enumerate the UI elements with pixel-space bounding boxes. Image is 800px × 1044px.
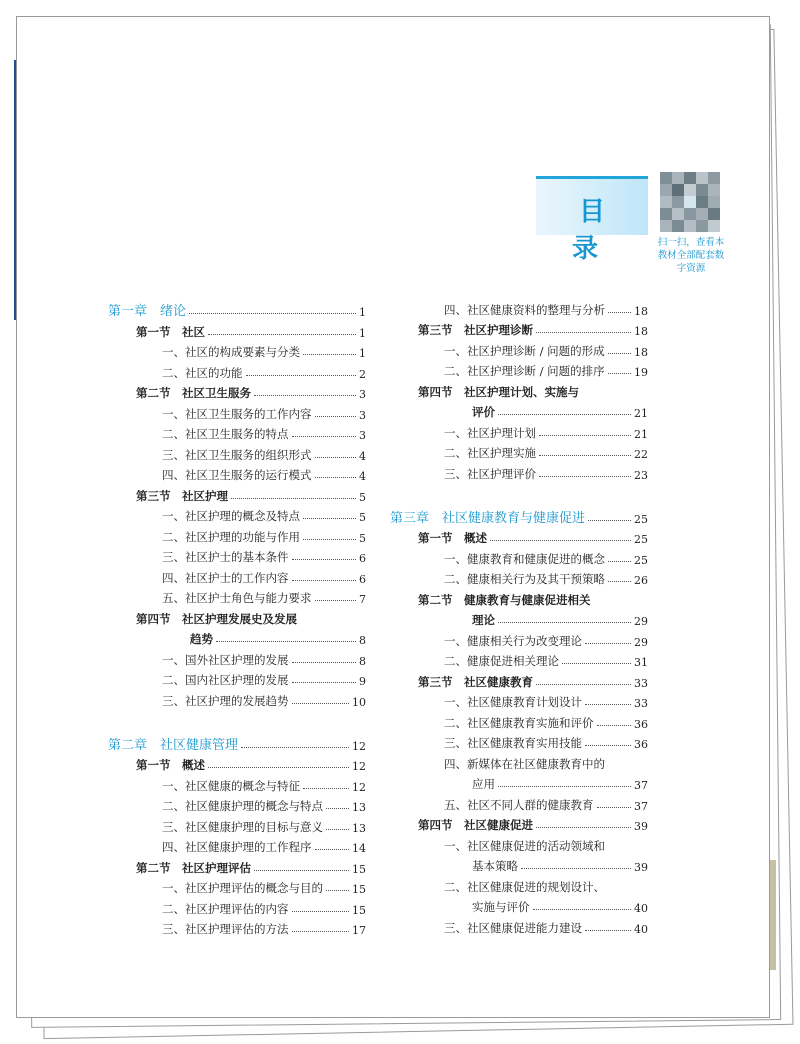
toc-entry-label: 第二节 社区护理评估 [136, 860, 251, 875]
qr-cell [708, 184, 720, 196]
toc-item[interactable] [390, 649, 648, 670]
toc-leader-dots [216, 641, 356, 642]
toc-item[interactable] [108, 876, 366, 897]
toc-page-number: 6 [359, 552, 366, 565]
toc-leader-dots [597, 725, 632, 726]
toc-page-number: 21 [634, 427, 648, 441]
toc-entry-label: 三、社区护士的基本条件 [162, 550, 289, 564]
toc-page-number: 31 [634, 656, 648, 669]
toc-section[interactable] [390, 379, 648, 400]
toc-page-number: 5 [359, 531, 366, 545]
toc-leader-dots [292, 703, 350, 704]
toc-entry-label: 一、社区护理诊断 / 问题的形成 [444, 343, 605, 358]
qr-cell [684, 196, 696, 208]
toc-page-number: 9 [359, 675, 366, 688]
toc-page-number: 33 [634, 697, 648, 710]
toc-leader-dots [597, 807, 632, 808]
toc-leader-dots [292, 662, 357, 663]
toc-title: 目 录 [571, 197, 619, 264]
toc-entry-label: 二、健康相关行为及其干预策略 [444, 572, 605, 586]
toc-entry-label: 四、社区健康资料的整理与分析 [444, 302, 605, 317]
toc-leader-dots [189, 313, 356, 314]
toc-leader-dots [315, 416, 357, 417]
toc-entry-label: 理论 [472, 613, 495, 627]
toc-leader-dots [539, 455, 631, 456]
toc-item[interactable] [108, 565, 366, 586]
toc-item[interactable] [390, 792, 648, 813]
toc-leader-dots [231, 498, 356, 499]
toc-column-left [108, 297, 366, 937]
toc-leader-dots [608, 373, 631, 374]
toc-item[interactable] [108, 835, 366, 856]
toc-leader-dots [585, 704, 631, 705]
toc-entry-label: 四、社区卫生服务的运行模式 [162, 468, 312, 482]
toc-item[interactable] [390, 874, 648, 895]
toc-entry-label: 五、社区不同人群的健康教育 [444, 797, 594, 812]
toc-leader-dots [208, 767, 349, 768]
toc-leader-dots [536, 332, 631, 333]
toc-leader-dots [292, 931, 350, 932]
toc-entry-label: 三、社区卫生服务的组织形式 [162, 447, 312, 462]
toc-entry-label: 三、社区护理的发展趋势 [162, 693, 289, 708]
toc-leader-dots [292, 559, 357, 560]
toc-entry-label: 一、社区健康促进的活动领域和 [444, 838, 605, 853]
toc-item[interactable] [108, 794, 366, 815]
toc-section[interactable] [108, 381, 366, 402]
toc-entry-label: 第一节 概述 [418, 531, 487, 545]
qr-cell [684, 220, 696, 232]
toc-leader-dots [539, 476, 631, 477]
toc-leader-dots [585, 930, 631, 931]
toc-page-number: 18 [634, 325, 648, 338]
toc-page-number: 15 [352, 883, 366, 896]
toc-page-number: 29 [634, 635, 648, 649]
toc-page-number: 18 [634, 345, 648, 359]
qr-cell [708, 172, 720, 184]
toc-entry-label: 第二节 健康教育与健康促进相关 [418, 592, 591, 607]
toc-item[interactable] [108, 647, 366, 668]
toc-entry-label: 一、社区健康教育计划设计 [444, 695, 582, 709]
toc-page-number: 13 [352, 801, 366, 814]
toc-leader-dots [326, 808, 349, 809]
toc-entry-label: 第一章 绪论 [108, 304, 187, 319]
toc-item[interactable] [390, 751, 648, 772]
toc-chapter[interactable] [108, 297, 366, 319]
toc-leader-dots [303, 354, 356, 355]
toc-leader-dots [490, 540, 631, 541]
toc-entry-label: 一、社区的构成要素与分类 [162, 345, 300, 359]
toc-leader-dots [521, 868, 631, 869]
toc-section[interactable] [390, 526, 648, 547]
toc-page-number: 29 [634, 615, 648, 628]
toc-page-number: 26 [634, 574, 648, 587]
toc-entry-label: 三、社区护理评价 [444, 466, 536, 481]
toc-page-number: 23 [634, 468, 648, 482]
toc-section[interactable] [108, 855, 366, 876]
qr-cell [672, 196, 684, 208]
toc-page-number: 1 [359, 306, 366, 319]
qr-cell [696, 208, 708, 220]
toc-page-number: 3 [359, 429, 366, 442]
toc-page-number: 14 [352, 842, 366, 855]
toc-entry-label: 趋势 [190, 632, 213, 646]
toc-page-number: 1 [359, 326, 366, 340]
toc-cont[interactable] [390, 895, 648, 916]
toc-page-number: 8 [359, 634, 366, 647]
toc-page-number: 8 [359, 654, 366, 668]
toc-item[interactable] [390, 690, 648, 711]
toc-leader-dots [246, 375, 357, 376]
toc-page-number: 33 [634, 676, 648, 690]
toc-page-number: 7 [359, 593, 366, 606]
toc-page-number: 25 [634, 512, 648, 526]
qr-cell [672, 208, 684, 220]
toc-entry-label: 二、社区护理诊断 / 问题的排序 [444, 364, 605, 378]
toc-entry-label: 三、社区健康护理的目标与意义 [162, 819, 323, 834]
toc-entry-label: 二、社区护理实施 [444, 446, 536, 460]
toc-cont[interactable] [390, 772, 648, 793]
toc-entry-label: 一、社区护理评估的概念与目的 [162, 881, 323, 895]
toc-entry-label: 第二节 社区卫生服务 [136, 386, 251, 400]
toc-page-number: 36 [634, 717, 648, 731]
toc-item[interactable] [108, 545, 366, 566]
toc-item[interactable] [390, 567, 648, 588]
toc-item[interactable] [390, 731, 648, 752]
toc-entry-label: 三、社区健康教育实用技能 [444, 736, 582, 750]
qr-cell [696, 184, 708, 196]
toc-page-number: 5 [359, 511, 366, 524]
toc-page-number: 1 [359, 347, 366, 360]
toc-seccont[interactable] [390, 400, 648, 421]
toc-item[interactable] [390, 420, 648, 441]
toc-entry-label: 应用 [472, 777, 495, 791]
toc-page-number: 13 [352, 821, 366, 835]
toc-leader-dots [498, 622, 631, 623]
toc-entry-label: 二、健康促进相关理论 [444, 654, 559, 668]
toc-page-number: 18 [634, 304, 648, 318]
toc-item[interactable] [108, 504, 366, 525]
toc-leader-dots [608, 561, 631, 562]
toc-entry-label: 四、社区护士的工作内容 [162, 570, 289, 585]
toc-entry-label: 一、国外社区护理的发展 [162, 652, 289, 667]
toc-entry-label: 四、新媒体在社区健康教育中的 [444, 756, 605, 771]
toc-cont[interactable] [390, 854, 648, 875]
toc-page-number: 36 [634, 738, 648, 751]
toc-page-number: 12 [352, 739, 366, 753]
toc-item[interactable] [108, 773, 366, 794]
toc-entry-label: 实施与评价 [472, 900, 530, 914]
toc-item[interactable] [108, 586, 366, 607]
qr-cell [660, 220, 672, 232]
toc-leader-dots [326, 829, 349, 830]
toc-page-number: 39 [634, 820, 648, 833]
toc-entry-label: 四、社区健康护理的工作程序 [162, 840, 312, 854]
toc-page-number: 17 [352, 924, 366, 937]
toc-chapter[interactable] [390, 504, 648, 526]
toc-item[interactable] [108, 524, 366, 545]
toc-item[interactable] [390, 833, 648, 854]
toc-entry-label: 一、社区卫生服务的工作内容 [162, 406, 312, 421]
qr-cell [696, 196, 708, 208]
toc-item[interactable] [108, 422, 366, 443]
toc-leader-dots [536, 827, 631, 828]
qr-code-image [660, 172, 720, 232]
toc-item[interactable] [108, 360, 366, 381]
cover-edge-bottom [770, 860, 776, 970]
toc-entry-label: 第一节 社区 [136, 324, 205, 339]
toc-entry-label: 第一节 概述 [136, 758, 205, 772]
qr-cell [684, 172, 696, 184]
toc-item[interactable] [108, 668, 366, 689]
toc-page-number: 40 [634, 902, 648, 915]
toc-section[interactable] [108, 483, 366, 504]
toc-entry-label: 一、社区护理的概念及特点 [162, 509, 300, 523]
toc-leader-dots [208, 334, 356, 335]
toc-item[interactable] [390, 546, 648, 567]
toc-leader-dots [562, 663, 631, 664]
toc-item[interactable] [108, 688, 366, 709]
toc-title-box [536, 176, 648, 264]
toc-page-number: 22 [634, 448, 648, 461]
toc-entry-label: 一、健康相关行为改变理论 [444, 633, 582, 648]
qr-cell [660, 196, 672, 208]
toc-item[interactable] [108, 896, 366, 917]
toc-section[interactable] [390, 813, 648, 834]
toc-leader-dots [533, 909, 632, 910]
qr-cell [660, 184, 672, 196]
toc-section[interactable] [390, 318, 648, 339]
toc-leader-dots [241, 747, 349, 748]
toc-entry-label: 第四节 社区健康促进 [418, 818, 533, 832]
toc-page-number: 37 [634, 799, 648, 813]
qr-cell [672, 172, 684, 184]
toc-leader-dots [254, 870, 349, 871]
toc-page-number: 15 [352, 903, 366, 917]
toc-leader-dots [315, 477, 357, 478]
toc-entry-label: 一、社区护理计划 [444, 425, 536, 440]
toc-item[interactable] [390, 628, 648, 649]
toc-leader-dots [539, 435, 631, 436]
toc-leader-dots [585, 745, 631, 746]
toc-item[interactable] [390, 297, 648, 318]
toc-leader-dots [254, 395, 356, 396]
qr-cell [708, 208, 720, 220]
toc-entry-label: 五、社区护士角色与能力要求 [162, 591, 312, 605]
toc-entry-label: 二、社区健康护理的概念与特点 [162, 799, 323, 813]
qr-cell [672, 220, 684, 232]
toc-leader-dots [315, 849, 350, 850]
toc-page-number: 39 [634, 861, 648, 874]
toc-entry-label: 一、社区健康的概念与特征 [162, 778, 300, 793]
toc-entry-label: 第四节 社区护理发展史及发展 [136, 611, 297, 626]
toc-item[interactable] [108, 442, 366, 463]
toc-page-number: 3 [359, 408, 366, 422]
toc-page-number: 15 [352, 862, 366, 876]
toc-item[interactable] [108, 340, 366, 361]
toc-leader-dots [292, 682, 357, 683]
toc-section[interactable] [390, 587, 648, 608]
toc-item[interactable] [390, 710, 648, 731]
toc-page-number: 5 [359, 490, 366, 504]
toc-item[interactable] [108, 814, 366, 835]
toc-leader-dots [536, 684, 631, 685]
toc-entry-label: 二、社区的功能 [162, 365, 243, 380]
qr-cell [684, 208, 696, 220]
toc-entry-label: 二、社区健康教育实施和评价 [444, 715, 594, 730]
toc-entry-label: 二、社区护理评估的内容 [162, 901, 289, 916]
toc-entry-label: 第三章 社区健康教育与健康促进 [390, 510, 586, 526]
toc-section[interactable] [108, 319, 366, 340]
toc-seccont[interactable] [108, 627, 366, 648]
toc-entry-label: 二、社区卫生服务的特点 [162, 427, 289, 441]
toc-leader-dots [498, 786, 631, 787]
qr-cell [696, 220, 708, 232]
toc-leader-dots [608, 581, 631, 582]
toc-page-number: 25 [634, 533, 648, 546]
toc-leader-dots [608, 353, 631, 354]
toc-column-right [390, 297, 648, 936]
toc-item[interactable] [390, 338, 648, 359]
toc-entry-label: 三、社区健康促进能力建设 [444, 920, 582, 935]
toc-item[interactable] [108, 401, 366, 422]
qr-cell [696, 172, 708, 184]
toc-page-number: 3 [359, 388, 366, 401]
toc-entry-label: 第二章 社区健康管理 [108, 737, 239, 753]
toc-seccont[interactable] [390, 608, 648, 629]
toc-leader-dots [303, 518, 356, 519]
toc-item[interactable] [108, 463, 366, 484]
toc-leader-dots [315, 600, 357, 601]
toc-entry-label: 第三节 社区护理 [136, 488, 228, 503]
toc-page-number: 2 [359, 367, 366, 381]
toc-leader-dots [303, 788, 349, 789]
toc-section[interactable] [108, 606, 366, 627]
toc-entry-label: 评价 [472, 405, 495, 419]
toc-entry-label: 二、国内社区护理的发展 [162, 673, 289, 687]
toc-entry-label: 三、社区护理评估的方法 [162, 922, 289, 936]
qr-cell [708, 220, 720, 232]
toc-leader-dots [608, 312, 631, 313]
toc-entry-label: 基本策略 [472, 859, 518, 873]
qr-cell [672, 184, 684, 196]
toc-leader-dots [585, 643, 631, 644]
toc-page-number: 4 [359, 470, 366, 483]
toc-page-number: 37 [634, 779, 648, 792]
qr-cell [684, 184, 696, 196]
toc-page-number: 12 [352, 780, 366, 794]
toc-page-number: 21 [634, 407, 648, 420]
toc-item[interactable] [390, 359, 648, 380]
toc-item[interactable] [390, 461, 648, 482]
toc-leader-dots [315, 457, 357, 458]
toc-gap [390, 482, 648, 504]
toc-section[interactable] [390, 669, 648, 690]
toc-page-number: 4 [359, 449, 366, 463]
toc-item[interactable] [390, 915, 648, 936]
qr-cell [708, 196, 720, 208]
toc-leader-dots [588, 520, 631, 521]
toc-leader-dots [498, 414, 631, 415]
toc-gap [108, 709, 366, 731]
qr-cell [660, 208, 672, 220]
toc-page-number: 40 [634, 922, 648, 936]
toc-leader-dots [292, 580, 357, 581]
toc-section[interactable] [108, 753, 366, 774]
toc-page-number: 10 [352, 695, 366, 709]
toc-leader-dots [303, 539, 356, 540]
toc-chapter[interactable] [108, 731, 366, 753]
toc-page-number: 19 [634, 366, 648, 379]
toc-entry-label: 第三节 社区健康教育 [418, 674, 533, 689]
toc-leader-dots [292, 436, 357, 437]
toc-entry-label: 二、社区健康促进的规划设计、 [444, 879, 605, 894]
toc-page-number: 12 [352, 760, 366, 773]
toc-item[interactable] [390, 441, 648, 462]
toc-item[interactable] [108, 917, 366, 938]
toc-leader-dots [326, 890, 349, 891]
qr-cell [660, 172, 672, 184]
toc-entry-label: 第三节 社区护理诊断 [418, 323, 533, 337]
toc-page-number: 6 [359, 572, 366, 586]
toc-entry-label: 一、健康教育和健康促进的概念 [444, 551, 605, 566]
toc-page-number: 25 [634, 553, 648, 567]
qr-caption: 扫一扫，查看本教材全部配套数字资源 [657, 237, 725, 274]
toc-entry-label: 第四节 社区护理计划、实施与 [418, 384, 579, 399]
toc-leader-dots [292, 911, 350, 912]
toc-entry-label: 二、社区护理的功能与作用 [162, 529, 300, 544]
